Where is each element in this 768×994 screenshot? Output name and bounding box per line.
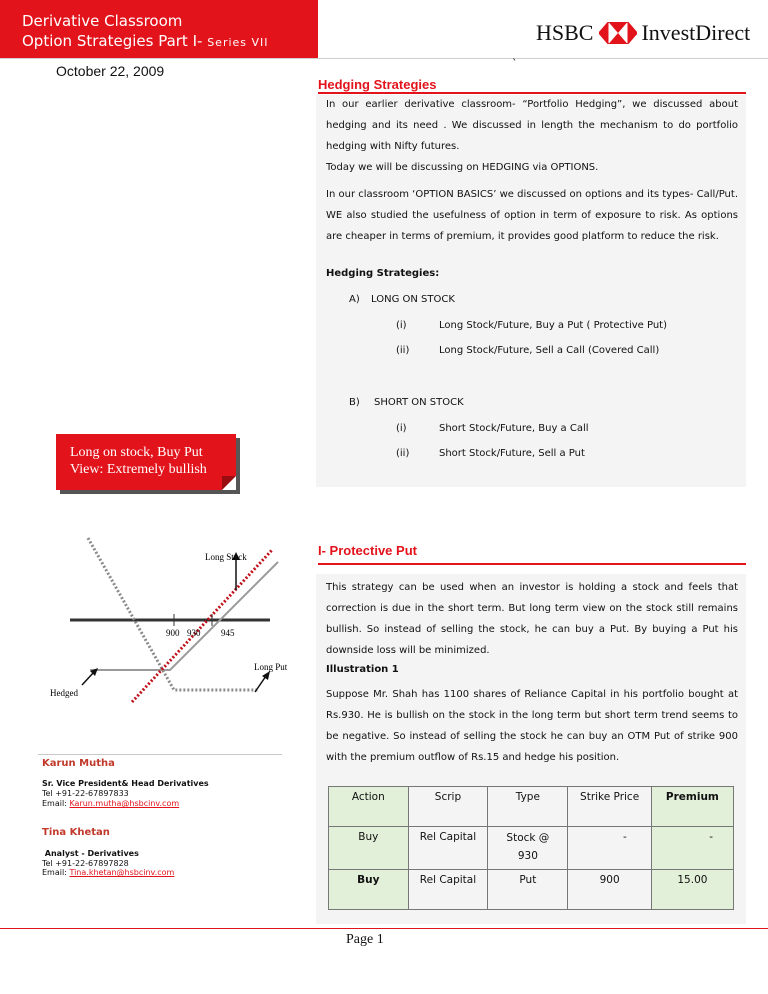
- part-title-text: Option Strategies Part I-: [22, 32, 203, 50]
- hedged-arrow: [82, 672, 94, 685]
- header-action: Action: [329, 787, 409, 827]
- long-put-arrowhead: [262, 671, 270, 680]
- long-stock-line: [132, 550, 272, 702]
- contact-title-2: Analyst - Derivatives: [42, 849, 139, 858]
- strategy-table: [328, 786, 734, 910]
- hsbc-logo: [536, 20, 750, 46]
- brand-investdirect: InvestDirect: [641, 20, 751, 45]
- table-row: [329, 827, 734, 870]
- email-link-2[interactable]: Tina.khetan@hsbcinv.com: [69, 868, 175, 877]
- table-row: [329, 870, 734, 910]
- contact-divider: [38, 754, 282, 755]
- tick-label-900: 900: [166, 628, 180, 638]
- hsbc-hexagon-icon: [599, 22, 637, 44]
- doc-series-title: Derivative Classroom: [22, 12, 183, 30]
- label-hedged: Hedged: [50, 688, 78, 698]
- email-link-1[interactable]: Karun.mutha@hsbcinv.com: [69, 799, 180, 808]
- page-number: Page 1: [346, 932, 384, 947]
- callout-line-2: View: Extremely bullish: [70, 462, 207, 477]
- label-long-stock: Long Stock: [205, 552, 247, 562]
- list-num-a2: (ii): [396, 345, 410, 356]
- section-title-hedging: Hedging Strategies: [318, 77, 437, 92]
- row2-strike: 900: [568, 870, 651, 910]
- hedged-line: [90, 562, 278, 670]
- contact-tel-1: Tel +91-22-67897833: [42, 789, 129, 798]
- table-header-row: [329, 787, 734, 827]
- series-label: Series VII: [207, 36, 269, 49]
- doc-part-title: [22, 32, 269, 52]
- protective-put-para: This strategy can be used when an investor is holding a stock and feels that correction is due in the short term. But long term view on the stock still remains bullish. So instead of selling the stock, he can buy a Put. By buying a Put his downside loss will be minimized.: [326, 582, 738, 656]
- brand-hsbc: HSBC: [536, 20, 594, 45]
- section-rule-protective-put: [318, 563, 746, 565]
- header-strike-price: Strike Price: [568, 787, 651, 827]
- row2-premium: 15.00: [651, 870, 733, 910]
- section-title-protective-put: I- Protective Put: [318, 543, 417, 558]
- row1-scrip: Rel Capital: [408, 827, 488, 870]
- contact-name-2: Tina Khetan: [42, 827, 110, 838]
- illustration-para: Suppose Mr. Shah has 1100 shares of Reliance Capital in his portfolio bought at Rs.930. He is bullish on the stock in the long term but short term trend seems to be negative. So instead of selling the stock he can buy an OTM Put of strike 900 with the premium outflow of Rs.15 and hedge his position.: [326, 689, 738, 763]
- list-item-b2: Short Stock/Future, Sell a Put: [439, 448, 585, 459]
- list-item-b1: Short Stock/Future, Buy a Call: [439, 423, 589, 434]
- hedging-intro-para: In our earlier derivative classroom- “Portfolio Hedging”, we discussed about hedging and its need . We discussed in length the mechanism to do portfolio hedging with Nifty futures.: [326, 99, 738, 152]
- list-num-b2: (ii): [396, 448, 410, 459]
- footer-rule: [0, 928, 768, 929]
- hedging-options-para: Today we will be discussing on HEDGING via OPTIONS.: [326, 162, 599, 173]
- row1-premium: -: [651, 827, 733, 870]
- hedging-subhead: Hedging Strategies:: [326, 268, 440, 279]
- group-a-text: LONG ON STOCK: [371, 294, 455, 305]
- tick-label-930: 930: [187, 628, 201, 638]
- row2-action: Buy: [329, 870, 409, 910]
- email-label-1: Email:: [42, 799, 67, 808]
- callout-fold: [222, 476, 236, 490]
- tick-label-945: 945: [221, 628, 235, 638]
- contact-email-line-2: [42, 868, 174, 877]
- row1-strike: -: [568, 827, 651, 870]
- row2-scrip: Rel Capital: [408, 870, 488, 910]
- contact-email-line-1: [42, 799, 179, 808]
- list-num-b1: (i): [396, 423, 407, 434]
- contact-title-1: Sr. Vice President& Head Derivatives: [42, 779, 209, 788]
- header-type: Type: [488, 787, 568, 827]
- contact-tel-2: Tel +91-22-67897828: [42, 859, 129, 868]
- row1-action: Buy: [329, 827, 409, 870]
- report-date: October 22, 2009: [56, 63, 165, 79]
- email-label-2: Email:: [42, 868, 67, 877]
- label-long-put: Long Put: [254, 662, 288, 672]
- list-num-a1: (i): [396, 320, 407, 331]
- stray-mark: `: [512, 57, 518, 70]
- payoff-diagram: [40, 530, 290, 730]
- header-scrip: Scrip: [408, 787, 488, 827]
- list-item-a2: Long Stock/Future, Sell a Call (Covered Call): [439, 345, 660, 356]
- long-put-arrow: [255, 676, 266, 692]
- illustration-heading: Illustration 1: [326, 664, 399, 675]
- contact-name-1: Karun Mutha: [42, 758, 115, 769]
- row1-type: Stock @ 930: [488, 827, 568, 870]
- option-basics-para: In our classroom ‘OPTION BASICS’ we discussed on options and its types- Call/Put. WE also studied the usefulness of option in term of exposure to risk. As options are cheaper in terms of premium, it provides good platform to reduce the risk.: [326, 189, 738, 242]
- group-a-label: A): [349, 294, 360, 305]
- callout-line-1: Long on stock, Buy Put: [70, 445, 203, 460]
- group-b-text: SHORT ON STOCK: [374, 397, 464, 408]
- row2-type: Put: [488, 870, 568, 910]
- header-premium: Premium: [651, 787, 733, 827]
- header-rule: [0, 58, 768, 59]
- group-b-label: B): [349, 397, 360, 408]
- list-item-a1: Long Stock/Future, Buy a Put ( Protective Put): [439, 320, 667, 331]
- strategy-callout: [56, 434, 236, 490]
